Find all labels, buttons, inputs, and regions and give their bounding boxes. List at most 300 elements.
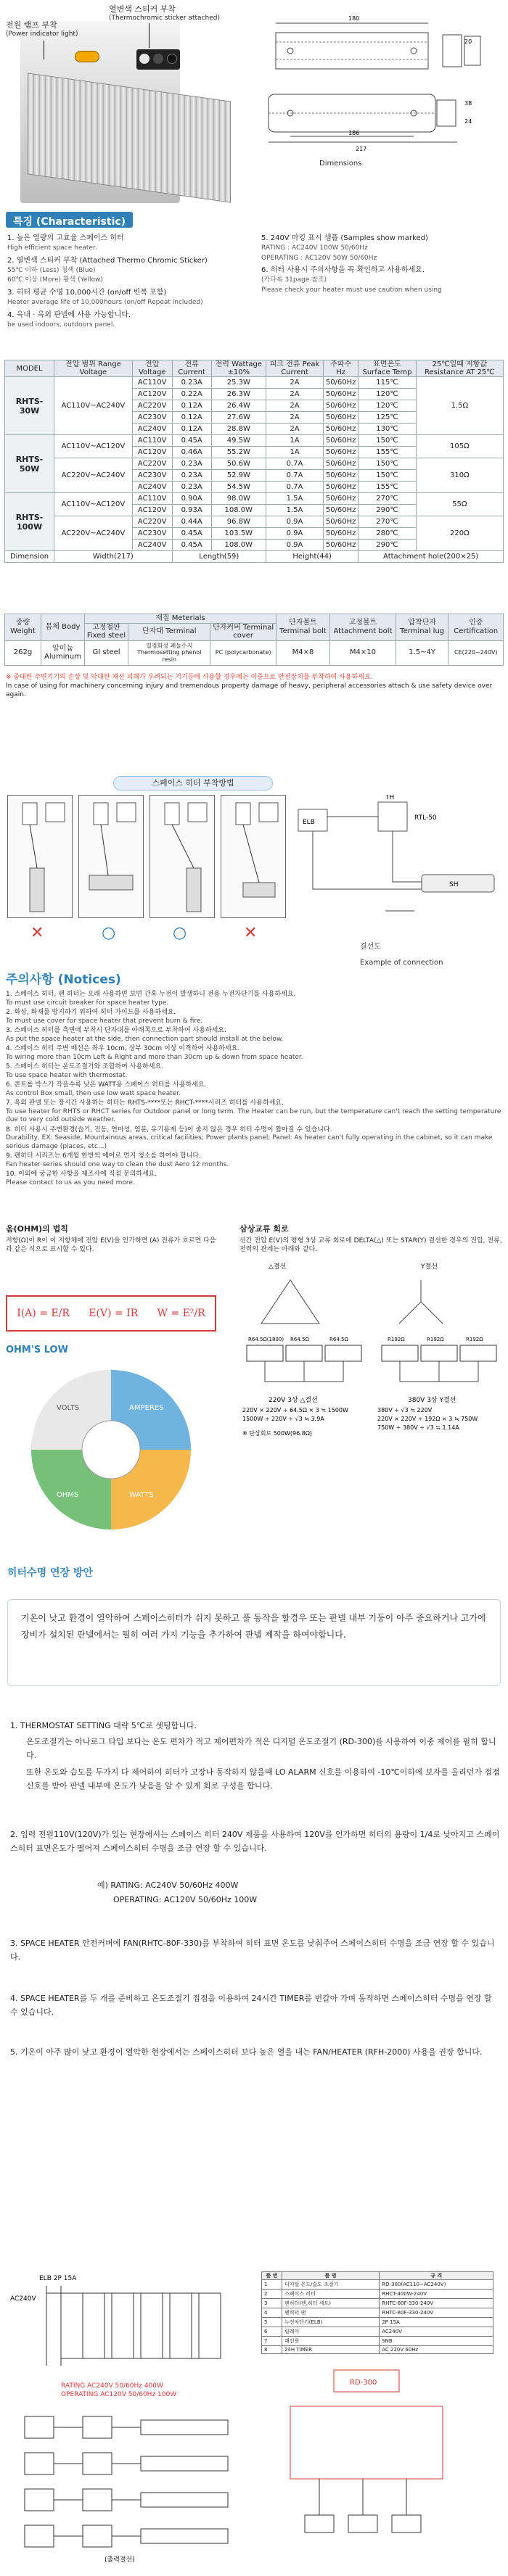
dimension-row	[5, 551, 504, 563]
notice-text-en: To must use cover for space heater that prevent burn & fire.	[6, 1017, 203, 1025]
delta-caption: 220V 3상 △결선	[269, 1397, 318, 1405]
notice-item	[6, 1126, 504, 1152]
dim-right-3: 24	[464, 118, 472, 125]
mat-lug: 1.5~4Y	[396, 640, 448, 665]
spec-range: AC110V~AC240V	[54, 377, 133, 435]
spec-model: RHTS-50W	[5, 435, 54, 493]
spec-row	[5, 435, 504, 447]
power-lamp-icon	[75, 51, 99, 62]
parts-cell: RHTC-80F-330-240V	[380, 2308, 493, 2318]
spec-resistance: 220Ω	[416, 516, 503, 551]
notice-item	[6, 1081, 504, 1098]
spec-cell: AC110V	[132, 493, 172, 505]
three-phase-desc: 선간 전압 E(V)의 평형 3상 교류 회로에 DELTA(△) 또는 STAR(Y) 결선한 경우의 전압, 전류, 전력의 관계는 아래와 같다.	[239, 1237, 502, 1253]
thermochrome-callout	[109, 4, 220, 23]
spec-cell: 130℃	[359, 424, 416, 435]
mat-cert: CE(220~240V)	[448, 640, 504, 665]
parts-row	[262, 2327, 493, 2337]
spec-header-cell: 표면온도 Surface Temp	[359, 360, 416, 377]
heater-label: R64.5Ω	[329, 1337, 348, 1343]
char-item: 6. 히터 사용시 주의사항을 꼭 확인하고 사용하세요. (카다록 31page 참조) Please check your heater must use caution when using	[261, 266, 442, 294]
spec-cell: 0.7A	[266, 458, 323, 470]
spec-table	[4, 360, 504, 563]
spec-cell: 103.5W	[211, 528, 266, 540]
ohm-section	[6, 1223, 224, 1499]
cold-item: 3. SPACE HEATER 안전커버에 FAN(RHTC-80F-330)를 부착하여 히터 표면 온도를 낮춰주어 스페이스히터 수명을 조금 연장 할 수 있습니다.	[10, 1939, 495, 1962]
parts-row	[262, 2346, 493, 2354]
bottom-left-diagrams	[10, 2271, 250, 2569]
parts-cell: 6	[262, 2327, 282, 2337]
parts-cell: 2	[262, 2290, 282, 2299]
wheel-label-amperes: AMPERES	[129, 1404, 164, 1412]
spec-cell: 0.12A	[172, 424, 211, 435]
spec-cell: 120℃	[359, 389, 416, 400]
parts-row	[262, 2318, 493, 2327]
parts-cell: SNB	[380, 2337, 493, 2346]
spec-cell: 0.9A	[266, 540, 323, 551]
cold-region-intro: 기온이 낮고 환경이 열악하여 스페이스히터가 쉬지 못하고 풀 동작을 할경우 또는 판넬 내부 기둥이 아주 중요하거나 고가에 장비가 설치된 판넬에서는 필히 여러 가지 기능을 추가하여 판넬 제작을 하여야합니다.	[7, 1599, 501, 1686]
notice-text-ko: 9. 팬히터 시리즈는 6개월 한번씩 에어로 먼지 청소를 하여야 합니다.	[6, 1152, 201, 1160]
mat-terminal-bolt: M4×8	[276, 640, 329, 665]
connection-diagram	[291, 795, 501, 933]
parts-cell: 누전차단기(ELB)	[282, 2318, 379, 2327]
spec-header-row	[5, 360, 504, 377]
spec-cell: 1A	[266, 447, 323, 458]
dim-top-length: 180	[348, 15, 360, 22]
notice-text-ko: 4. 스페이스 히터 주변 배선은 좌우 10cm, 상부 30cm 이상 이격하여 사용하세요.	[6, 1045, 240, 1053]
install-mark-wrong: ✕	[30, 924, 44, 942]
spec-cell: 50.6W	[211, 458, 266, 470]
connection-caption: 결선도 Example of connection	[360, 943, 443, 967]
notice-text-en: Durability, EX: Seaside, Mountainous areas, critical facilities; Power plants panel; Panel: As heater can't fully operating in the cabinet, so it can make serious damage (places, etc...)	[6, 1134, 493, 1150]
rd300-schematic	[261, 2363, 501, 2544]
ohm-desc: 저항(Ω)이 R이 이 저항체에 전압 E(V)을 인가하면 (A) 전류가 흐르면 다음과 같은 식으로 표시할 수 있다.	[6, 1237, 216, 1253]
spec-cell: 108.0W	[211, 505, 266, 516]
spec-cell: 270℃	[359, 493, 416, 505]
spec-cell: 2A	[266, 389, 323, 400]
spec-cell: 0.23A	[172, 377, 211, 389]
spec-cell: 0.9A	[266, 528, 323, 540]
spec-cell: 50/60Hz	[323, 412, 358, 424]
spec-cell: 0.93A	[172, 505, 211, 516]
parts-header-spec: 규 격	[380, 2272, 493, 2280]
cold-item: 4. SPACE HEATER를 두 개를 준비하고 온도조절기 접점을 이용하여 24시간 TIMER를 번갈아 가며 동작하면 스페이스히터 수명을 연장 할 수 있습니다.	[10, 1994, 492, 2018]
spec-cell: 155℃	[359, 482, 416, 493]
spec-cell: AC240V	[132, 540, 172, 551]
th-label: TH	[385, 795, 395, 801]
parts-cell: 7	[262, 2337, 282, 2346]
parts-cell: 릴레이	[282, 2327, 379, 2337]
notice-text-en: To use space heater with thermostat.	[6, 1071, 128, 1079]
spec-cell: AC220V	[132, 516, 172, 528]
spec-cell: 0.12A	[172, 412, 211, 424]
spec-cell: AC240V	[132, 482, 172, 493]
install-mark-correct: ○	[173, 924, 187, 942]
parts-cell: 2P 15A	[380, 2318, 493, 2327]
ohms-law-wheel	[20, 1359, 202, 1540]
install-method-title: 스페이스 히터 부착방법	[113, 776, 273, 790]
dimension-cell: Height(44)	[266, 551, 358, 563]
spec-cell: 50/60Hz	[323, 400, 358, 412]
install-example-3	[149, 795, 215, 918]
ohm-title: 옴(OHM)의 법칙	[6, 1224, 68, 1234]
notice-text-en: As control Box small, then use low watt space heater.	[6, 1089, 181, 1097]
characteristics-title: 특징 (Characteristic)	[6, 212, 133, 228]
char-item: 1. 높은 열량의 고효율 스페이스 히터 High efficient space heater.	[7, 234, 124, 252]
spec-cell: 0.90A	[172, 493, 211, 505]
spec-cell: 0.45A	[172, 528, 211, 540]
cold-item: OPERATING: AC120V 50/60Hz 100W	[113, 1895, 258, 1904]
elb-label: ELB	[303, 819, 315, 826]
star-calc: 380V ÷ √3 ≒ 220V	[377, 1407, 433, 1414]
parts-cell: 3	[262, 2299, 282, 2308]
install-example-1	[7, 795, 73, 918]
spec-cell: AC110V	[132, 377, 172, 389]
bottom-elb-label: ELB 2P 15A	[39, 2275, 77, 2282]
safety-warning	[6, 673, 504, 699]
delta-calc-2: 1500W ÷ 220V ÷ √3 ≒ 3.9A	[242, 1416, 324, 1423]
spec-cell: 280℃	[359, 528, 416, 540]
install-diagram-svg	[79, 796, 144, 919]
spec-row	[5, 493, 504, 505]
spec-cell: 50/60Hz	[323, 493, 358, 505]
notice-text-ko: 6. 콘트롤 박스가 작을수록 낮은 WATT용 스페이스 히터를 사용하세요.	[6, 1081, 207, 1089]
rating-caption: RATING AC240V 50/60Hz 400W	[61, 2382, 163, 2390]
notice-text-ko: 10. 이외에 궁금한 사항을 제조사에 직접 문의하세요.	[6, 1171, 157, 1178]
ohm-formula-box	[6, 1295, 216, 1332]
cold-region-title: 히터수명 연장 방안	[7, 1567, 93, 1579]
parts-header-no: 품 번	[262, 2272, 282, 2280]
parts-cell: 스페이스 히터	[282, 2290, 379, 2299]
notices-list	[6, 991, 504, 1189]
notice-text-ko: 5. 스페이스 히터는 온도조절기와 조합하여 사용하세요.	[6, 1063, 164, 1071]
spec-cell: 0.23A	[172, 458, 211, 470]
spec-cell: 50/60Hz	[323, 482, 358, 493]
spec-cell: 50/60Hz	[323, 505, 358, 516]
parts-cell: 팬히터(팬,히터 세트)	[282, 2299, 379, 2308]
spec-cell: AC110V	[132, 435, 172, 447]
parts-cell: 24H TIMER	[282, 2346, 379, 2354]
notice-text-ko: 3. 스페이스 히터를 측면에 부착시 단자대를 아래쪽으로 부착하여 사용하세요.	[6, 1027, 226, 1035]
spec-cell: 49.5W	[211, 435, 266, 447]
spec-cell: 2A	[266, 377, 323, 389]
spec-header-cell: 전류 Current	[172, 360, 211, 377]
spec-cell: 98.0W	[211, 493, 266, 505]
notices-title: 주의사항 (Notices)	[6, 973, 121, 987]
install-example-2	[78, 795, 144, 918]
bottom-right-diagrams	[261, 2271, 501, 2569]
spec-cell: AC120V	[132, 389, 172, 400]
parts-table	[261, 2271, 493, 2354]
spec-cell: AC120V	[132, 505, 172, 516]
formula-power: W = E²/R	[157, 1308, 205, 1319]
parts-cell: 1	[262, 2280, 282, 2290]
delta-label: △결선	[269, 1263, 287, 1271]
mat-terminal: 열경화성 폐놀수지 Thermosetting phenol resin	[128, 640, 210, 665]
spec-cell: 28.8W	[211, 424, 266, 435]
warning-en: In case of using for machinery concerning injury and tremendous property damage of heavy, peripheral accessories attach & use safety device over again.	[6, 682, 493, 699]
parts-row	[262, 2299, 493, 2308]
spec-cell: 2A	[266, 424, 323, 435]
mat-header-terminal-cover: 단자커버 Terminal cover	[210, 623, 276, 640]
spec-cell: 55.2W	[211, 447, 266, 458]
parts-row	[262, 2308, 493, 2318]
notice-item	[6, 1152, 504, 1169]
notice-text-ko: 1. 스페이스 히터, 팬 히터는 오래 사용하면 보면 간혹 누전이 발생하니 전용 누전차단기를 사용하세요.	[6, 991, 296, 998]
parts-row	[262, 2290, 493, 2299]
spec-cell: 2A	[266, 412, 323, 424]
power-lamp-label-en: (Power indicator light)	[6, 30, 78, 38]
operating-caption: OPERATING AC120V 50/60Hz 100W	[61, 2391, 177, 2398]
spec-cell: 0.7A	[266, 482, 323, 493]
parts-cell: 디지털 온도/습도 조절기	[282, 2280, 379, 2290]
materials-table	[4, 614, 504, 666]
parts-cell: RHCT-400W-240V	[380, 2290, 493, 2299]
formula-voltage: E(V) = IR	[89, 1308, 139, 1319]
spec-cell: 50/60Hz	[323, 377, 358, 389]
notice-text-ko: 2. 화상, 화재를 방지하기 위하여 히터 가이드를 사용하세요.	[6, 1009, 176, 1017]
spec-header-cell: 전력 Wattage ±10%	[211, 360, 266, 377]
notice-item	[6, 1027, 504, 1044]
spec-cell: 1.5A	[266, 493, 323, 505]
mat-header-cert: 인증 Certification	[448, 614, 504, 641]
dimensions-caption: Dimensions	[319, 160, 362, 168]
parts-cell: 5	[262, 2318, 282, 2327]
cold-item: 2. 입력 전원110V(120V)가 있는 현장에서는 스페이스 히터 240V 제품을 사용하여 120V를 인가하면 히터의 용량이 1/4로 낮아지고 스페이스히터 표면온도가 떨어져 스페이스히터 수명을 조금 연장 할 수 있습니다.	[10, 1830, 500, 1854]
notice-text-ko: 7. 옥외 판넬 또는 장시간 사용하는 히터는 RHTS-****또는 RHCT-****시리즈 히터를 사용하세요.	[6, 1099, 284, 1107]
spec-cell: 0.7A	[266, 470, 323, 482]
heater-label: R192Ω	[388, 1337, 405, 1343]
install-diagram-svg	[150, 796, 216, 919]
spec-cell: 290℃	[359, 540, 416, 551]
install-mark-correct: ○	[102, 924, 116, 942]
dimension-cell: Attachment hole(200×25)	[359, 551, 504, 563]
spec-cell: 50/60Hz	[323, 424, 358, 435]
dimension-cell: Width(217)	[54, 551, 173, 563]
parts-cell: RHTC-80F-330-240V	[380, 2299, 493, 2308]
dim-right-1: 20	[464, 38, 472, 45]
spec-cell: 115℃	[359, 377, 416, 389]
spec-cell: 0.9A	[266, 516, 323, 528]
parts-row	[262, 2337, 493, 2346]
wiring-schematic	[10, 2271, 250, 2569]
delta-calc: 220V × 220V ÷ 64.5Ω × 3 ≒ 1500W	[242, 1407, 348, 1414]
mat-header-attach-bolt: 고정볼트 Attachment bolt	[330, 614, 396, 641]
power-lamp-callout	[6, 20, 78, 39]
rtl-label: RTL-50	[414, 814, 437, 822]
spec-cell: 26.3W	[211, 389, 266, 400]
wheel-label-volts: VOLTS	[57, 1404, 80, 1412]
install-diagram-svg	[221, 796, 287, 919]
mat-body: 알미늄 Aluminum	[41, 640, 85, 665]
spec-range: AC220V~AC240V	[54, 516, 133, 551]
formula-current: I(A) = E/R	[17, 1308, 70, 1319]
spec-resistance: 1.5Ω	[416, 377, 503, 435]
mat-terminal-cover: PC (polycarbonate)	[210, 640, 276, 665]
spec-cell: 26.4W	[211, 400, 266, 412]
notice-item	[6, 1171, 504, 1187]
sh-label: SH	[449, 881, 459, 888]
spec-cell: 50/60Hz	[323, 540, 358, 551]
heater-label: R64.5Ω	[290, 1337, 309, 1343]
rd300-label: RD-300	[350, 2379, 377, 2387]
heater-label: R192Ω	[466, 1337, 483, 1343]
mat-header-body: 몸체 Body	[41, 614, 85, 641]
spec-cell: 0.45A	[172, 540, 211, 551]
cold-item: 5. 기온이 아주 많이 낮고 환경이 열악한 현장에서는 스페이스히터 보다 높은 열을 내는 FAN/HEATER (RFH-2000) 사용을 권장 합니다.	[10, 2047, 483, 2057]
spec-cell: AC230V	[132, 470, 172, 482]
spec-header-cell: 25℃일때 저항값 Resistance AT 25℃	[416, 360, 503, 377]
parts-cell: RD-300(AC110~AC240V)	[380, 2280, 493, 2290]
thermochromic-sticker-icon	[136, 49, 180, 70]
notice-item	[6, 1045, 504, 1062]
char-item: 5. 240V 마킹 표시 샘플 (Samples show marked) RATING : AC240V 100W 50/60Hz OPERATING : AC120V 50W 50/60Hz	[261, 234, 428, 262]
mat-header-fixed: 고정철판 Fixed steel	[85, 623, 128, 640]
mat-header-materials: 재질 Meterials	[85, 614, 276, 624]
spec-header-cell: 전압 범위 Range Voltage	[54, 360, 133, 377]
heater-label: R64.5Ω(1800)	[248, 1337, 284, 1343]
spec-cell: 0.22A	[172, 389, 211, 400]
spec-row	[5, 377, 504, 389]
ohms-law-label: OHM'S LOW	[6, 1345, 68, 1355]
spec-range: AC110V~AC120V	[54, 493, 133, 516]
heater-label: R192Ω	[427, 1337, 444, 1343]
spec-range: AC110V~AC120V	[54, 435, 133, 458]
top-section	[0, 0, 508, 210]
spec-cell: 150℃	[359, 470, 416, 482]
wheel-label-watts: WATTS	[129, 1491, 154, 1499]
star-calc-3: 750W ÷ 380V ÷ √3 ≒ 1.14A	[377, 1424, 459, 1432]
star-calc-2: 220V × 220V ÷ 192Ω × 3 ≒ 750W	[377, 1416, 478, 1423]
cold-item: 1. THERMOSTAT SETTING 대략 5℃로 셋팅합니다.	[10, 1721, 197, 1730]
spec-cell: AC240V	[132, 424, 172, 435]
spec-header-cell: 피크 전류 Peak Current	[266, 360, 323, 377]
spec-cell: 120℃	[359, 400, 416, 412]
thermochrome-label-en: (Thermochromic sticker attached)	[109, 15, 220, 22]
install-example-4	[221, 795, 286, 918]
dimension-drawing-svg	[247, 7, 501, 174]
mat-header-terminal: 단자대 Terminal	[128, 623, 210, 640]
notice-text-en: To must use circuit breaker for space heater type.	[6, 999, 169, 1007]
spec-cell: 290℃	[359, 505, 416, 516]
install-method-section	[4, 776, 504, 967]
notice-text-ko: 8. 히터 사용시 주변환경(습기, 진동, 연마성, 염분, 유기용제 등)이 좋지 않은 경우 히터 수명이 짧아질 수 있습니다.	[6, 1126, 332, 1134]
spec-cell: 50/60Hz	[323, 458, 358, 470]
three-phase-title: 삼상교류 회로	[239, 1224, 289, 1234]
notice-text-en: To wiring more than 10cm Left & Right and more than 30cm up & down from space heater.	[6, 1053, 303, 1061]
parts-cell: 팬히터 팬	[282, 2308, 379, 2318]
install-diagram-svg	[8, 796, 73, 919]
dim-right-2: 38	[464, 100, 472, 107]
bottom-ac-label: AC240V	[10, 2295, 36, 2303]
notice-item	[6, 1099, 504, 1125]
output-caption: (출력결선)	[105, 2556, 135, 2564]
spec-header-cell: 전압 Voltage	[132, 360, 172, 377]
notice-text-en: Please contact to us as you need more.	[6, 1178, 135, 1186]
power-lamp-label: 전원 램프 부착	[6, 20, 57, 30]
spec-range: AC220V~AC240V	[54, 458, 133, 493]
spec-row	[5, 516, 504, 528]
spec-cell: 25.3W	[211, 377, 266, 389]
parts-cell: AC240V	[380, 2327, 493, 2337]
warning-ko: ※ 중대한 주변기기의 손상 및 막대한 재산 피해가 우려되는 기기등에 사용할 경우에는 이중으로 안전장치를 부착하여 사용하세요.	[6, 674, 373, 681]
spec-resistance: 310Ω	[416, 458, 503, 493]
spec-cell: 50/60Hz	[323, 528, 358, 540]
char-item: 2. 열변색 스티커 부착 (Attached Thermo Chromic Sticker) 55℃ 이하 (Less) 청색 (Blue) 60℃ 이상 (More) 황색 (Yellow)	[7, 256, 208, 284]
mat-attach-bolt: M4×10	[330, 640, 396, 665]
notice-text-en: To use heater for RHTS or RHCT series for Outdoor panel or long term. The Heater can be run, but the temperature can't reach the setting temperature due to very cold outside weather.	[6, 1107, 501, 1124]
notice-text-en: Fan heater series should one way to clean the dust Aero 12 months.	[6, 1160, 229, 1168]
parts-cell: AC 220V 60Hz	[380, 2346, 493, 2354]
spec-cell: 96.8W	[211, 516, 266, 528]
spec-cell: 150℃	[359, 458, 416, 470]
notice-text-en: As put the space heater at the side, then connection part should install at the below.	[6, 1035, 284, 1043]
install-mark-wrong: ✕	[244, 924, 258, 942]
spec-cell: AC230V	[132, 412, 172, 424]
cold-item: 온도조절기는 아나로그 타입 보다는 온도 편차가 적고 제어편차가 적은 디지털 온도조절기 (RD-300)를 사용하여 이중 제어를 필히 합니다.	[26, 1737, 496, 1761]
cold-item: 또한 온도와 습도를 두가지 다 제어하여 히터가 고장나 동작하지 않을때 LO ALARM 신호를 이용하여 -10℃이하에 보자를 올리던가 접점신호를 받아 판넬 내부에 온도가 낮음을 알 수 있게 회로 구성을 합니다.	[26, 1767, 500, 1791]
spec-cell: 0.46A	[172, 447, 211, 458]
spec-cell: 50/60Hz	[323, 447, 358, 458]
thermochrome-label: 열변색 스티커 부착	[109, 4, 176, 14]
spec-model: RHTS-30W	[5, 377, 54, 435]
spec-cell: 0.45A	[172, 435, 211, 447]
parts-cell: 8	[262, 2346, 282, 2354]
star-caption: 380V 3상 Y결선	[408, 1397, 456, 1405]
spec-cell: 1A	[266, 435, 323, 447]
notice-item	[6, 1063, 504, 1080]
spec-cell: 125℃	[359, 412, 416, 424]
spec-cell: AC220V	[132, 400, 172, 412]
spec-cell: 0.23A	[172, 470, 211, 482]
spec-row	[5, 458, 504, 470]
mat-weight: 262g	[5, 640, 41, 665]
dim-span: 186	[348, 130, 360, 136]
char-item: 3. 히터 평균 수명 10,000시간 (on/off 빈복 포함) Heater average life of 10,000hours (on/off Repeat included)	[7, 289, 203, 307]
mat-header-lug: 압착단자 Terminal lug	[396, 614, 448, 641]
spec-cell: 54.5W	[211, 482, 266, 493]
dim-overall: 217	[356, 146, 367, 152]
spec-model: RHTS-100W	[5, 493, 54, 551]
single-phase-note: ※ 단상회로 500W(96.8Ω)	[242, 1430, 313, 1437]
star-label: Y결선	[421, 1263, 438, 1271]
spec-cell: 50/60Hz	[323, 435, 358, 447]
spec-cell: 155℃	[359, 447, 416, 458]
dimension-drawing	[247, 7, 501, 174]
notice-item	[6, 1009, 504, 1025]
spec-cell: AC220V	[132, 458, 172, 470]
notice-item	[6, 991, 504, 1007]
spec-resistance: 55Ω	[416, 493, 503, 516]
mat-header-terminal-bolt: 단자볼트 Terminal bolt	[276, 614, 329, 641]
dimension-cell: Dimension	[5, 551, 54, 563]
spec-header-cell: 주파수 Hz	[323, 360, 358, 377]
mat-fixed: GI steel	[85, 640, 128, 665]
spec-resistance: 105Ω	[416, 435, 503, 458]
spec-cell: 0.12A	[172, 400, 211, 412]
characteristics-right	[261, 234, 504, 298]
spec-cell: 108.0W	[211, 540, 266, 551]
parts-header-name: 품 명	[282, 2272, 379, 2280]
spec-cell: 0.44A	[172, 516, 211, 528]
spec-cell: 50/60Hz	[323, 470, 358, 482]
spec-cell: 2A	[266, 400, 323, 412]
mat-header-weight: 중량 Weight	[5, 614, 41, 641]
three-phase-diagram	[239, 1258, 504, 1476]
parts-cell: 배선용	[282, 2337, 379, 2346]
spec-cell: 150℃	[359, 435, 416, 447]
spec-header-cell: MODEL	[5, 360, 54, 377]
